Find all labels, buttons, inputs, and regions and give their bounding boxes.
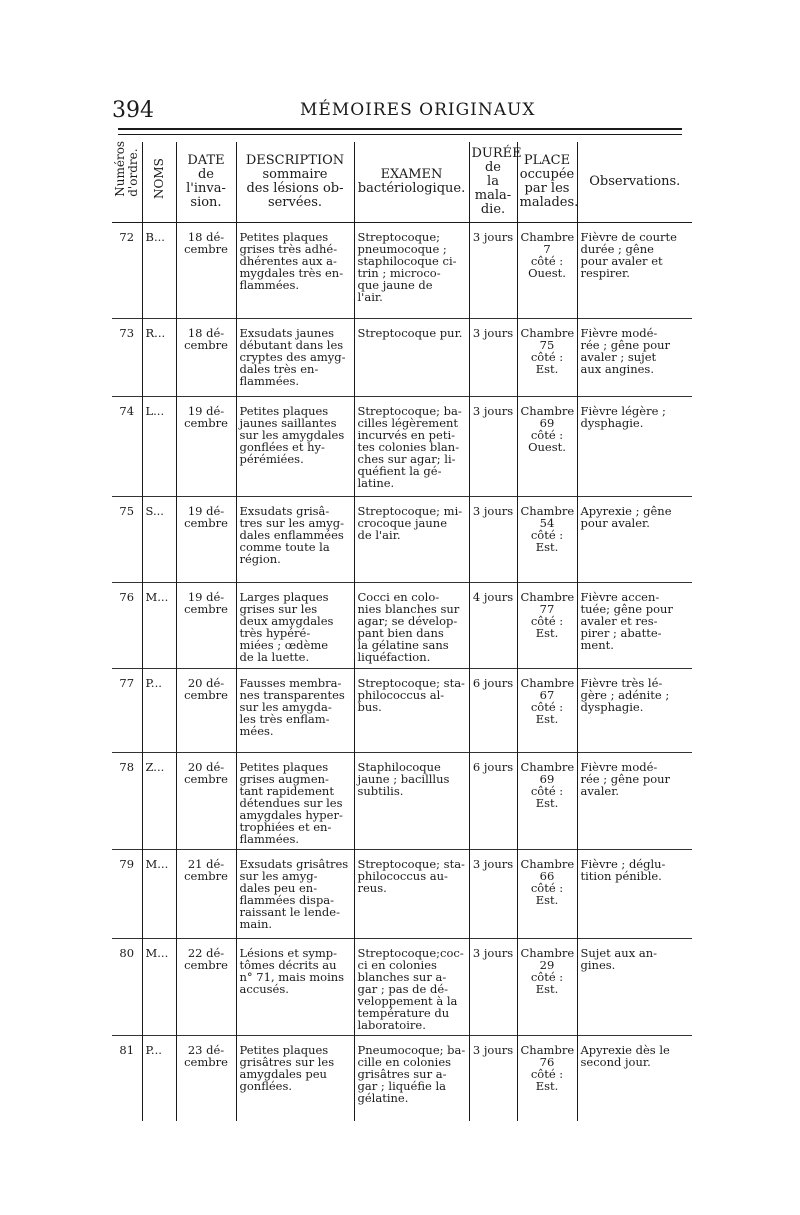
row-date: 18 dé- cembre	[176, 319, 236, 397]
row-duration: 3 jours	[469, 939, 517, 1036]
row-observations: Fièvre modé- rée ; gêne pour avaler.	[577, 753, 692, 850]
column-header-exam: EXAMEN bactériologique.	[354, 142, 469, 223]
row-description: Exsudats grisâtres sur les amyg- dales peu en- flammées dispa- raissant le lende- main.	[236, 850, 354, 939]
column-header-desc: DESCRIPTION sommaire des lésions ob- servées.	[236, 142, 354, 223]
row-number: 76	[112, 583, 142, 669]
row-name: R...	[142, 319, 176, 397]
row-date: 20 dé- cembre	[176, 753, 236, 850]
row-description: Petites plaques grisâtres sur les amygdales peu gonflées.	[236, 1036, 354, 1121]
row-duration: 3 jours	[469, 319, 517, 397]
row-exam: Streptocoque; ba- cilles légèrement incurvés en peti- tes colonies blan- ches sur agar; li- quéfient la gé- latine.	[354, 397, 469, 497]
row-duration: 3 jours	[469, 223, 517, 319]
column-header-duree: DURÉE de la mala- die.	[469, 142, 517, 223]
row-name: L...	[142, 397, 176, 497]
column-header-place: PLACE occupée par les malades.	[517, 142, 577, 223]
table-row	[112, 223, 692, 319]
table-row	[112, 939, 692, 1036]
row-description: Exsudats grisâ- tres sur les amyg- dales enflammées comme toute la région.	[236, 497, 354, 583]
row-date: 20 dé- cembre	[176, 669, 236, 753]
row-exam: Cocci en colo- nies blanches sur agar; se dévelop- pant bien dans la gélatine sans liquéfaction.	[354, 583, 469, 669]
row-observations: Fièvre modé- rée ; gêne pour avaler ; sujet aux angines.	[577, 319, 692, 397]
row-duration: 3 jours	[469, 397, 517, 497]
row-date: 22 dé- cembre	[176, 939, 236, 1036]
row-name: Z...	[142, 753, 176, 850]
row-number: 73	[112, 319, 142, 397]
row-description: Larges plaques grises sur les deux amygdales très hypéré- miées ; œdème de la luette.	[236, 583, 354, 669]
table-row	[112, 669, 692, 753]
column-header-num: Numéros d'ordre.	[112, 142, 142, 223]
row-exam: Streptocoque; pneumocoque ; staphilocoque ci- trin ; microco- que jaune de l'air.	[354, 223, 469, 319]
row-observations: Apyrexie ; gêne pour avaler.	[577, 497, 692, 583]
header-rule-thin	[118, 134, 682, 135]
row-description: Petites plaques grises augmen- tant rapidement détendues sur les amygdales hyper- trophiées et en- flammées.	[236, 753, 354, 850]
row-place: Chambre 69 côté : Est.	[517, 753, 577, 850]
row-number: 74	[112, 397, 142, 497]
row-name: M...	[142, 583, 176, 669]
row-place: Chambre 29 côté : Est.	[517, 939, 577, 1036]
row-observations: Apyrexie dès le second jour.	[577, 1036, 692, 1121]
table-row	[112, 583, 692, 669]
table-row	[112, 319, 692, 397]
row-duration: 6 jours	[469, 669, 517, 753]
row-name: P...	[142, 1036, 176, 1121]
table-row	[112, 753, 692, 850]
running-title: MÉMOIRES ORIGINAUX	[300, 100, 536, 120]
row-observations: Fièvre légère ; dysphagie.	[577, 397, 692, 497]
row-place: Chambre 77 côté : Est.	[517, 583, 577, 669]
row-name: P...	[142, 669, 176, 753]
row-place: Chambre 69 côté : Ouest.	[517, 397, 577, 497]
row-number: 75	[112, 497, 142, 583]
column-header-date: DATE de l'inva- sion.	[176, 142, 236, 223]
row-observations: Fièvre très lé- gère ; adénite ; dysphagie.	[577, 669, 692, 753]
row-observations: Sujet aux an- gines.	[577, 939, 692, 1036]
row-number: 81	[112, 1036, 142, 1121]
row-duration: 3 jours	[469, 850, 517, 939]
table-row	[112, 397, 692, 497]
row-place: Chambre 66 côté : Est.	[517, 850, 577, 939]
row-description: Petites plaques jaunes saillantes sur les amygdales gonflées et hy- pérémiées.	[236, 397, 354, 497]
row-duration: 6 jours	[469, 753, 517, 850]
column-header-nom: NOMS	[142, 142, 176, 223]
row-description: Lésions et symp- tômes décrits au n° 71, mais moins accusés.	[236, 939, 354, 1036]
row-date: 19 dé- cembre	[176, 497, 236, 583]
row-number: 77	[112, 669, 142, 753]
row-observations: Fièvre de courte durée ; gêne pour avaler et respirer.	[577, 223, 692, 319]
row-duration: 4 jours	[469, 583, 517, 669]
row-exam: Pneumocoque; ba- cille en colonies grisâtres sur a- gar ; liquéfie la gélatine.	[354, 1036, 469, 1121]
row-name: S...	[142, 497, 176, 583]
row-date: 19 dé- cembre	[176, 397, 236, 497]
row-observations: Fièvre ; déglu- tition pénible.	[577, 850, 692, 939]
row-place: Chambre 75 côté : Est.	[517, 319, 577, 397]
row-description: Petites plaques grises très adhé- dhérentes aux a- mygdales très en- flammées.	[236, 223, 354, 319]
row-date: 19 dé- cembre	[176, 583, 236, 669]
row-number: 78	[112, 753, 142, 850]
row-place: Chambre 67 côté : Est.	[517, 669, 577, 753]
row-number: 79	[112, 850, 142, 939]
table-row	[112, 1036, 692, 1121]
row-exam: Streptocoque;coc- ci en colonies blanches sur a- gar ; pas de dé- veloppement à la température du laboratoire.	[354, 939, 469, 1036]
row-description: Exsudats jaunes débutant dans les cryptes des amyg- dales très en- flammées.	[236, 319, 354, 397]
row-description: Fausses membra- nes transparentes sur les amygda- les très enflam- mées.	[236, 669, 354, 753]
row-number: 80	[112, 939, 142, 1036]
page-number: 394	[112, 98, 154, 123]
row-place: Chambre 54 côté : Est.	[517, 497, 577, 583]
cases-table	[112, 142, 692, 1121]
row-date: 18 dé- cembre	[176, 223, 236, 319]
row-date: 23 dé- cembre	[176, 1036, 236, 1121]
row-duration: 3 jours	[469, 1036, 517, 1121]
row-exam: Streptocoque; sta- philococcus al- bus.	[354, 669, 469, 753]
row-place: Chambre 7 côté : Ouest.	[517, 223, 577, 319]
header-rule	[118, 128, 682, 130]
row-exam: Streptocoque; sta- philococcus au- reus.	[354, 850, 469, 939]
row-exam: Streptocoque; mi- crocoque jaune de l'air.	[354, 497, 469, 583]
row-observations: Fièvre accen- tuée; gêne pour avaler et res- pirer ; abatte- ment.	[577, 583, 692, 669]
row-name: M...	[142, 850, 176, 939]
row-date: 21 dé- cembre	[176, 850, 236, 939]
column-header-obs: Observations.	[577, 142, 692, 223]
table-row	[112, 497, 692, 583]
row-number: 72	[112, 223, 142, 319]
row-exam: Streptocoque pur.	[354, 319, 469, 397]
table-row	[112, 850, 692, 939]
row-name: M...	[142, 939, 176, 1036]
table-header-row	[112, 142, 692, 223]
row-duration: 3 jours	[469, 497, 517, 583]
row-place: Chambre 76 côté : Est.	[517, 1036, 577, 1121]
row-exam: Staphilocoque jaune ; bacilllus subtilis.	[354, 753, 469, 850]
row-name: B...	[142, 223, 176, 319]
